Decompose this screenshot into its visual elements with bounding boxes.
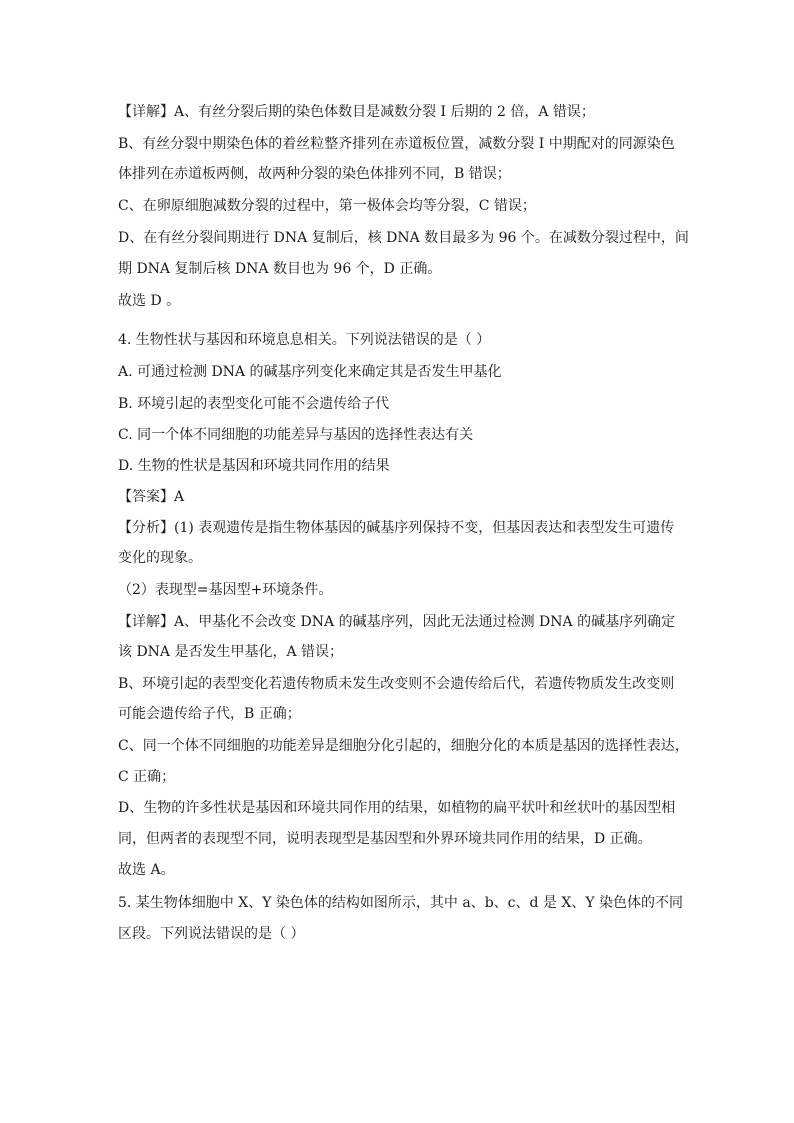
text-line: D、在有丝分裂间期进行 DNA 复制后，核 DNA 数目最多为 96 个。在减数分裂过程中，间 [118,230,689,246]
text-line: 故选 A。 [118,862,175,878]
text-line: 期 DNA 复制后核 DNA 数目也为 96 个，D 正确。 [118,261,442,277]
text-line: C、同一个体不同细胞的功能差异是细胞分化引起的，细胞分化的本质是基因的选择性表达， [118,738,689,754]
text-line: （2）表现型=基因型+环境条件。 [118,582,333,598]
analysis-line: 【分析】(1) 表观遗传是指生物体基因的碱基序列保持不变，但基因表达和表型发生可遗传 [118,520,675,536]
text-line: 可能会遗传给子代，B 正确； [118,706,301,722]
text-line: B、环境引起的表型变化若遗传物质未发生改变则不会遗传给后代，若遗传物质发生改变则 [118,676,675,692]
text-line: 该 DNA 是否发生甲基化，A 错误； [118,644,344,660]
option-d: D. 生物的性状是基因和环境共同作用的结果 [118,458,390,474]
text-line: 【详解】A、有丝分裂后期的染色体数目是减数分裂 I 后期的 2 倍，A 错误； [118,104,595,120]
text-line: D、生物的许多性状是基因和环境共同作用的结果，如植物的扁平状叶和丝状叶的基因型相 [118,800,676,816]
option-b: B. 环境引起的表型变化可能不会遗传给子代 [118,396,390,412]
option-c: C. 同一个体不同细胞的功能差异与基因的选择性表达有关 [118,427,474,443]
text-line: 体排列在赤道板两侧，故两种分裂的染色体排列不同，B 错误； [118,166,511,182]
text-line: C、在卵原细胞减数分裂的过程中，第一极体会均等分裂，C 错误； [118,198,536,214]
option-a: A. 可通过检测 DNA 的碱基序列变化来确定其是否发生甲基化 [118,364,502,380]
answer-line: 【答案】A [118,489,185,505]
detail-line: 【详解】A、甲基化不会改变 DNA 的碱基序列，因此无法通过检测 DNA 的碱基序列确定 [118,614,676,630]
text-line: 故选 D 。 [118,293,181,309]
text-line: 同，但两者的表现型不同，说明表现型是基因型和外界环境共同作用的结果，D 正确。 [118,831,652,847]
question-stem: 4. 生物性状与基因和环境息息相关。下列说法错误的是（ ） [118,332,491,348]
text-line: 区段。下列说法错误的是（ ） [118,926,305,942]
text-line: 变化的现象。 [118,550,202,566]
text-line: C 正确； [118,769,176,785]
question-stem: 5. 某生物体细胞中 X、Y 染色体的结构如图所示，其中 a、b、c、d 是 X、Y 染色体的不同 [118,895,684,911]
text-line: B、有丝分裂中期染色体的着丝粒整齐排列在赤道板位置，减数分裂 I 中期配对的同源染色 [118,136,675,152]
